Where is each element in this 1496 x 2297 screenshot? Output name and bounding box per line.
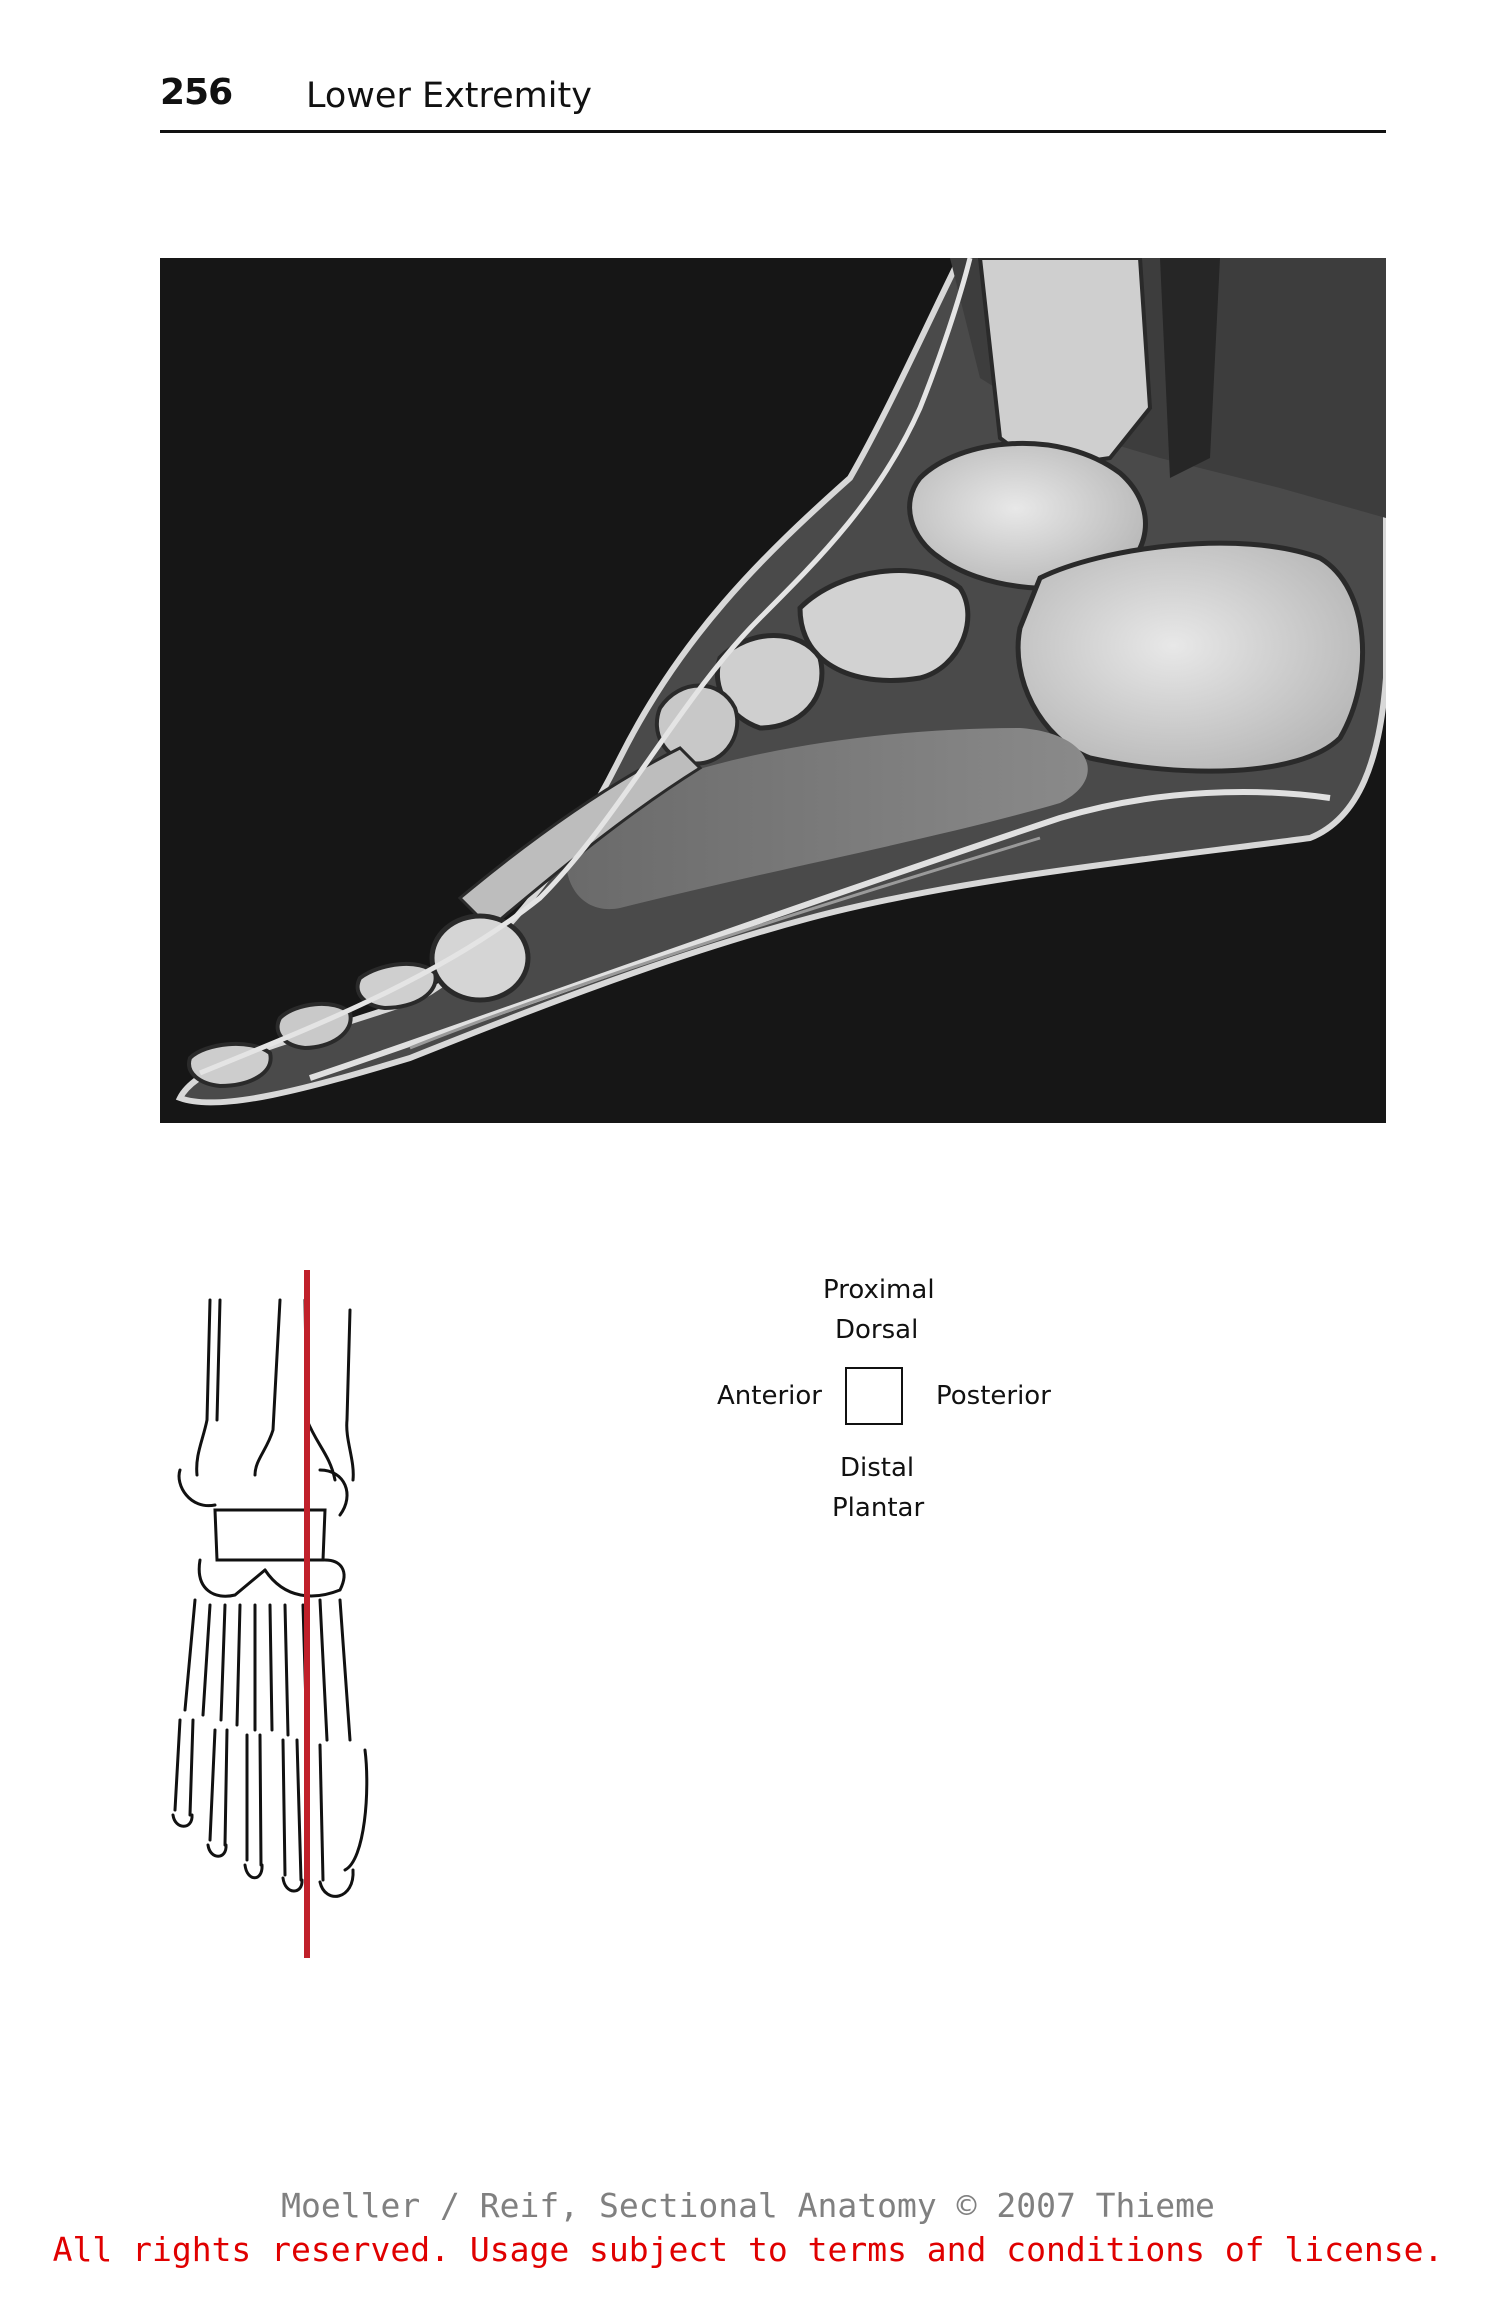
label-distal: Distal — [840, 1453, 915, 1483]
plane-locator — [155, 1270, 395, 1960]
sagittal-mri-foot-icon — [160, 258, 1386, 1123]
header-divider — [160, 130, 1386, 133]
chapter-title: Lower Extremity — [306, 76, 592, 116]
mri-image — [160, 258, 1386, 1123]
label-dorsal: Dorsal — [835, 1315, 919, 1345]
page-number: 256 — [160, 72, 233, 113]
label-plantar: Plantar — [832, 1493, 925, 1523]
label-posterior: Posterior — [936, 1381, 1051, 1411]
label-proximal: Proximal — [823, 1275, 935, 1305]
orientation-box — [845, 1367, 903, 1425]
license-notice: All rights reserved. Usage subject to terms and conditions of license. — [52, 2230, 1444, 2269]
foot-skeleton-locator-icon — [155, 1270, 395, 1960]
copyright-credit: Moeller / Reif, Sectional Anatomy © 2007 Thieme — [281, 2186, 1215, 2225]
page-header — [160, 72, 1386, 130]
label-anterior: Anterior — [717, 1381, 822, 1411]
orientation-key — [690, 1265, 1090, 1545]
